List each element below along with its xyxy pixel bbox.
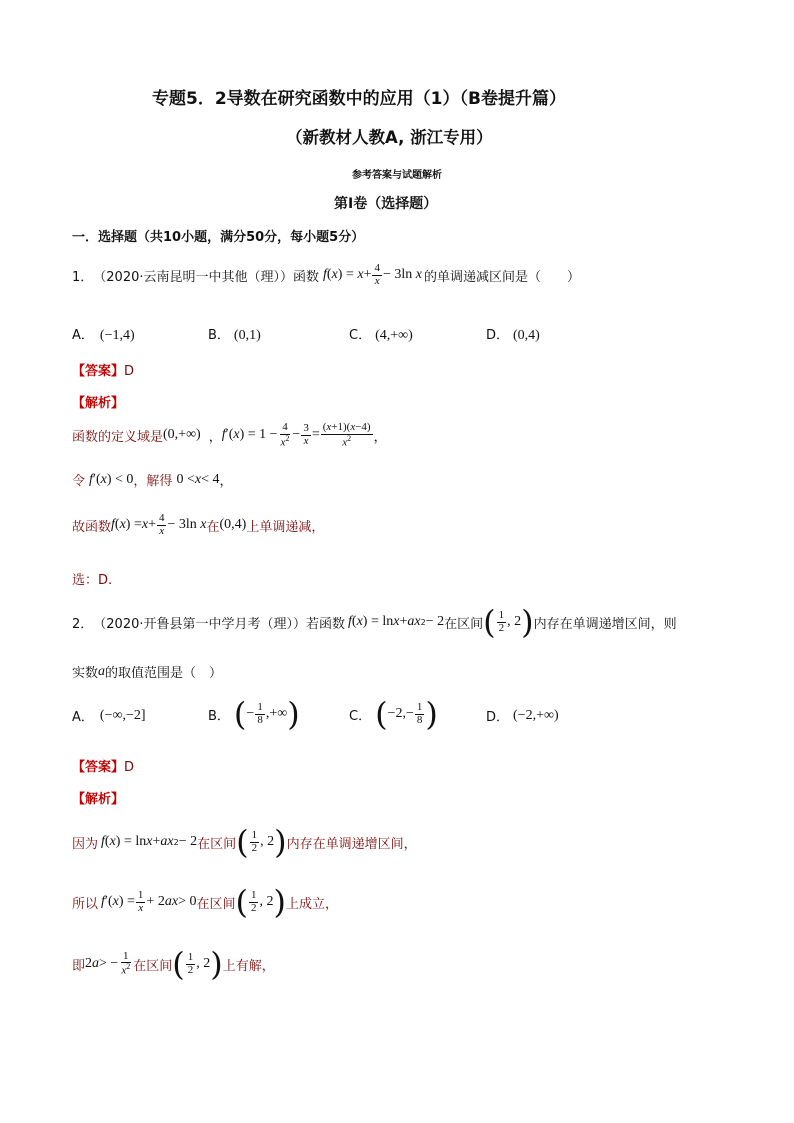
q1-solution-line1: 函数的定义域是 (0,+∞) ， f ′( x ) = 1 − $\frac{4}{x^2}$ − $\frac{3}{x}$ = $\frac{(x+1)(x-4)}{x^2}$ ，: [72, 421, 387, 449]
section-heading: 一．选择题（共10小题，满分50分，每小题5分）: [72, 230, 365, 245]
q1-text-before: 函数: [293, 269, 320, 285]
q1-choice: 选：D.: [72, 573, 113, 588]
q1-fraction: $\frac{4}{x}$: [374, 262, 380, 287]
q1-solution-line3: 故函数 f ( x ) = x + $\frac{4}{x}$ − 3ln x 在 (0,4) 上单调递减，: [72, 512, 325, 537]
q1-stem: 1． （2020·云南昆明一中其他（理）） 函数 f ( x ) = x + $\frac{4}{x}$ − 3ln x 的单调递减区间是（ ）: [72, 262, 581, 287]
q2-stem: 2． （2020·开鲁县第一中学月考（理）） 若函数 f ( x ) = ln x + ax 2 − 2 在区间 ( $\frac{1}{2}$ , 2 ) 内存在单调递增区间，则: [72, 603, 677, 641]
q1-answer: 【答案】D: [72, 364, 135, 379]
page-subtitle: （新教材人教A, 浙江专用）: [286, 128, 493, 147]
q2-option-b[interactable]: B． ( − $\frac{1}{8}$ ,+∞ ): [208, 695, 300, 733]
q1-option-b[interactable]: B． (0,1): [208, 328, 261, 343]
q1-option-c[interactable]: C． (4,+∞): [349, 328, 413, 343]
answer-note: 参考答案与试题解析: [352, 170, 442, 181]
q1-option-d[interactable]: D． (0,4): [486, 328, 540, 343]
q2-option-a[interactable]: A． (−∞,−2]: [72, 707, 146, 725]
q1-option-a[interactable]: A． (−1,4): [72, 328, 135, 343]
q1-number: 1．: [72, 269, 94, 285]
q2-option-c[interactable]: C． ( −2,− $\frac{1}{8}$ ): [349, 695, 438, 733]
q2-solution-line1: 因为 f ( x ) = ln x + ax 2 − 2 在区间 ( $\frac{1}{2}$ , 2 ) 内存在单调递增区间，: [72, 823, 417, 861]
volume-heading: 第Ⅰ卷（选择题）: [334, 196, 438, 212]
q2-option-d[interactable]: D． (−2,+∞): [486, 707, 559, 725]
q2-analysis-label: 【解析】: [72, 792, 125, 807]
q1-text-after: 的单调递减区间是（ ）: [424, 269, 581, 285]
q1-analysis-label: 【解析】: [72, 396, 125, 411]
q1-function: f: [323, 267, 327, 283]
q2-answer: 【答案】D: [72, 760, 135, 775]
q2-solution-line2: 所以 f ′( x ) = $\frac{1}{x}$ + 2 ax > 0 在区间 ( $\frac{1}{2}$ , 2 ) 上成立，: [72, 883, 338, 921]
q1-source: （2020·云南昆明一中其他（理））: [93, 269, 293, 285]
q1-solution-line2: 令 f ′( x ) < 0 ，解得 0 < x < 4 ，: [72, 471, 233, 489]
q2-stem-line2: 实数 a 的取值范围是（ ）: [72, 663, 223, 681]
page-title: 专题5．2导数在研究函数中的应用（1）（B卷提升篇）: [152, 89, 566, 109]
q2-solution-line3: 即 2 a > − $\frac{1}{x^2}$ 在区间 ( $\frac{1}{2}$ , 2 ) 上有解，: [72, 945, 275, 983]
